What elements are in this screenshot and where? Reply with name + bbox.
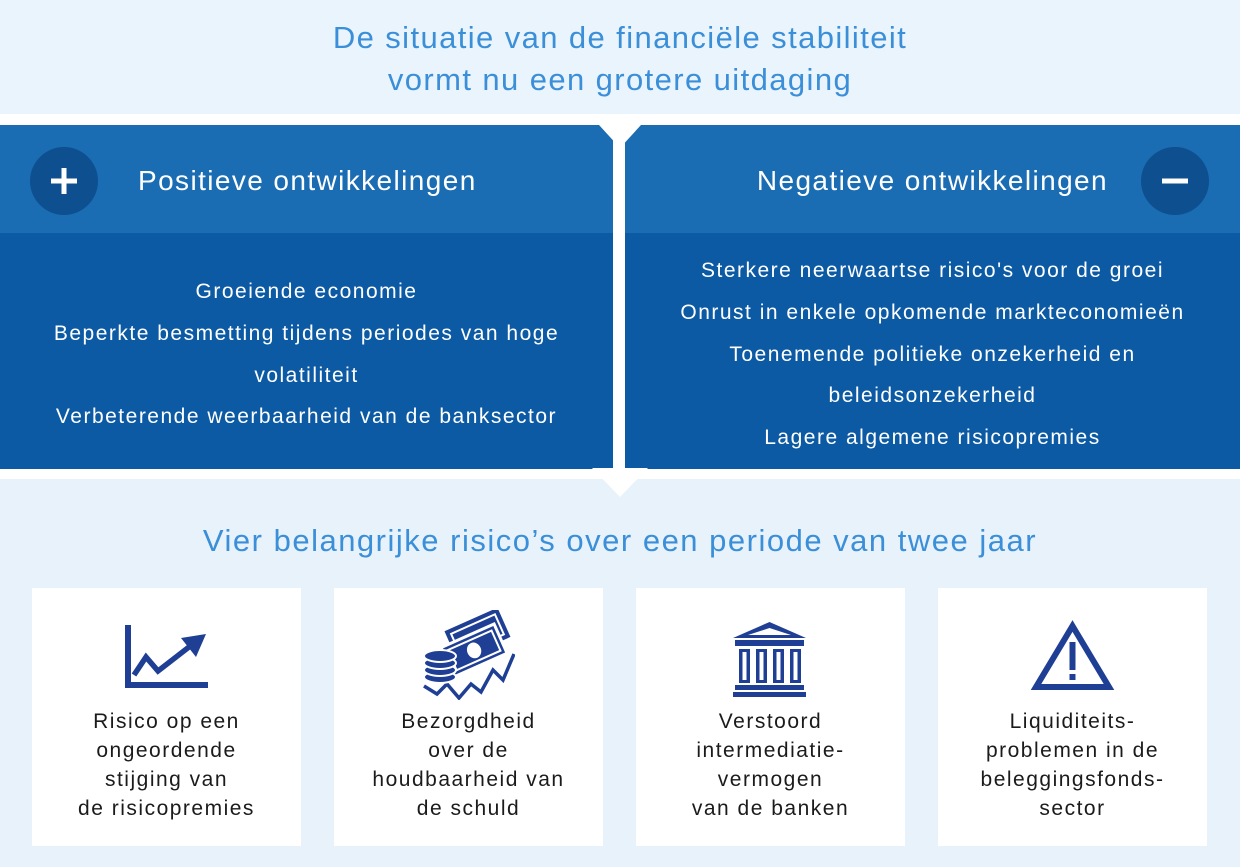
negative-item-line: Sterkere neerwaartse risico's voor de groei xyxy=(700,259,1165,283)
plus-icon xyxy=(30,147,98,215)
negative-item-line: Onrust in enkele opkomende markteconomieën xyxy=(680,300,1185,324)
risk-card xyxy=(636,588,905,846)
headline-title xyxy=(0,17,1240,101)
negative-list xyxy=(625,233,1240,469)
risk-card xyxy=(334,588,603,846)
risk-card-text-line: stijging van xyxy=(104,768,229,791)
positive-item-line: Verbeterende weerbaarheid van de banksector xyxy=(55,405,558,429)
headline-banner xyxy=(0,0,1240,114)
trend-arrow xyxy=(134,634,206,675)
positive-item-line: volatiliteit xyxy=(254,363,359,387)
risk-card-text-line: Bezorgdheid xyxy=(401,710,536,733)
negative-item xyxy=(764,417,1101,459)
bank-base xyxy=(733,685,806,697)
positive-item xyxy=(54,313,559,396)
exclamation-mark xyxy=(1070,642,1076,680)
risk-card-text-line: intermediatie- xyxy=(696,739,845,762)
risk-card-text-line: Risico op een xyxy=(93,710,240,733)
positive-list xyxy=(0,233,613,469)
bank-roof xyxy=(733,622,806,646)
risk-card-text-line: over de xyxy=(428,739,509,762)
positive-item xyxy=(196,271,418,313)
risk-card-text xyxy=(334,707,603,823)
plus-circle xyxy=(30,147,98,215)
coin-stack xyxy=(424,650,456,683)
chart-axes xyxy=(125,625,208,688)
minus-circle xyxy=(1141,147,1209,215)
negative-item xyxy=(701,250,1164,292)
risk-card-text-line: vermogen xyxy=(717,768,824,791)
risks-section-title: Vier belangrijke risico’s over een periode van twee jaar xyxy=(202,523,1038,558)
risk-card-text xyxy=(32,707,301,823)
positive-item-line: Beperkte besmetting tijdens periodes van hoge xyxy=(53,321,560,345)
headline-line: De situatie van de financiële stabiliteit xyxy=(332,20,908,55)
positive-panel-header xyxy=(0,125,613,233)
risk-card-text-line: sector xyxy=(1039,797,1106,820)
risk-card-text-line: beleggingsfonds- xyxy=(980,768,1165,791)
risk-card-text-line: de risicopremies xyxy=(78,797,255,820)
risk-card-text-line: Liquiditeits- xyxy=(1009,710,1136,733)
risk-card xyxy=(938,588,1207,846)
negative-item-line: Lagere algemene risicopremies xyxy=(764,426,1101,450)
negative-panel-title: Negatieve ontwikkelingen xyxy=(756,165,1108,196)
divider-arrow-top xyxy=(586,114,654,150)
negative-item-line: Toenemende politieke onzekerheid en xyxy=(729,342,1136,366)
minus-icon xyxy=(1141,147,1209,215)
positive-item-line: Groeiende economie xyxy=(195,280,418,304)
bank-columns xyxy=(739,649,801,683)
negative-item-line: beleidsonzekerheid xyxy=(828,384,1037,408)
negative-item xyxy=(729,334,1135,417)
risks-section xyxy=(0,479,1240,867)
risk-card-text-line: problemen in de xyxy=(985,739,1160,762)
headline-line: vormt nu een grotere uitdaging xyxy=(387,62,853,97)
divider-arrow-bottom xyxy=(590,468,650,498)
risk-card-text xyxy=(636,707,905,823)
risk-card-text-line: de schuld xyxy=(416,797,521,820)
risk-card-text-line: Verstoord xyxy=(718,710,823,733)
negative-item xyxy=(680,292,1184,334)
risk-card-text-line: ongeordende xyxy=(96,739,237,762)
positive-item xyxy=(56,396,557,438)
positive-panel-title: Positieve ontwikkelingen xyxy=(138,165,477,196)
risk-card xyxy=(32,588,301,846)
risk-card-text-line: houdbaarheid van xyxy=(372,768,565,791)
negative-panel-header xyxy=(625,125,1240,233)
risk-card-text xyxy=(938,707,1207,823)
bank-building-icon xyxy=(733,622,806,697)
warning-triangle-icon xyxy=(1030,618,1115,692)
risk-card-text-line: van de banken xyxy=(691,797,850,820)
money-coins-icon xyxy=(423,610,515,700)
rising-chart-icon xyxy=(125,625,208,688)
